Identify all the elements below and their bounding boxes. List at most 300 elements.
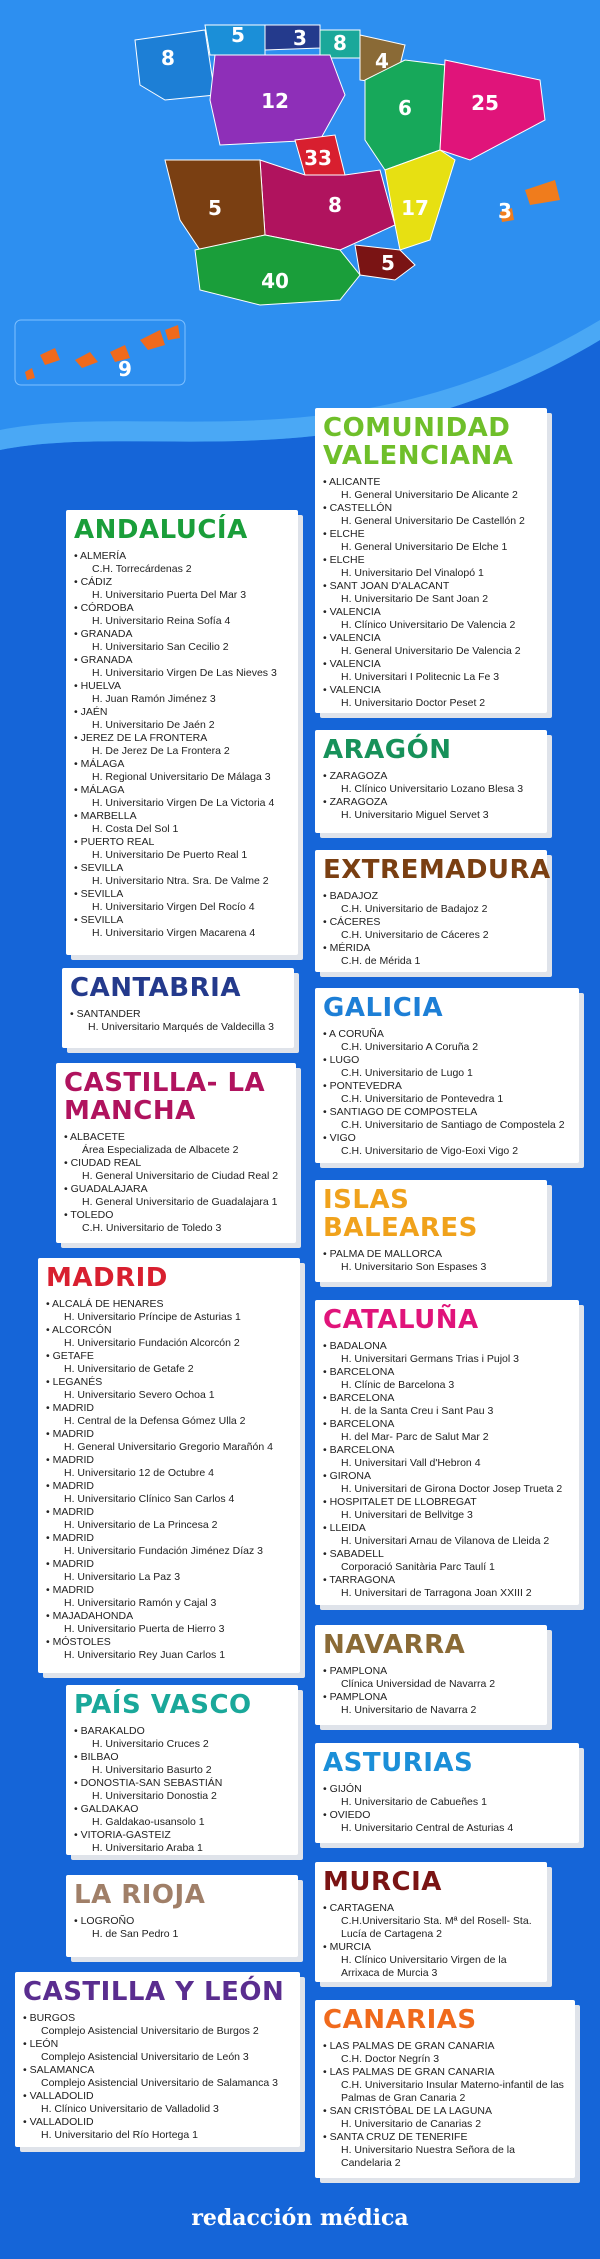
card-islas-baleares — [315, 1180, 547, 1282]
list-item — [323, 1444, 571, 1470]
hospital-name: H. Clínico Universitario de Valladolid 3 — [41, 2103, 219, 2115]
hospital-name: H. Universitario de Cabueñes 1 — [341, 1796, 487, 1808]
card-extremadura — [315, 850, 551, 972]
hospital-name: H. Universitari de Girona Doctor Josep Trueta 2 — [341, 1483, 563, 1495]
hospital-name: H. Universitari Arnau de Vilanova de Lleida 2 — [341, 1535, 550, 1547]
hospital-name: H. Universitario de La Princesa 2 — [64, 1519, 218, 1531]
list-item — [74, 888, 290, 914]
list-item — [74, 784, 290, 810]
map-region-baleares — [525, 180, 560, 205]
city-name: • BARCELONA — [323, 1366, 571, 1379]
list-item — [64, 1209, 288, 1235]
hospital-name: H. Universitario Fundación Alcorcón 2 — [64, 1337, 240, 1349]
city-name: • GRANADA — [74, 628, 290, 641]
hospital-name: H. Universitario Basurto 2 — [92, 1764, 212, 1776]
list-item — [323, 1418, 571, 1444]
hospital-name: C.H. Universitario de Pontevedra 1 — [341, 1093, 504, 1105]
city-name: • BILBAO — [74, 1751, 290, 1764]
hospital-name: H. Universitari I Politecnic La Fe 3 — [341, 671, 500, 683]
list-item — [323, 528, 539, 554]
city-name: • VALENCIA — [323, 658, 539, 671]
hospital-name: H. Universitari Germans Trias i Pujol 3 — [341, 1353, 519, 1365]
list-item — [323, 2040, 567, 2066]
hospital-name: H. Universitario San Cecilio 2 — [92, 641, 229, 653]
list-item — [323, 684, 539, 710]
city-name: • VALENCIA — [323, 606, 539, 619]
city-name: • SEVILLA — [74, 914, 290, 927]
city-name: • OVIEDO — [323, 1809, 571, 1822]
region-title: GALICIA — [323, 993, 444, 1023]
list-item — [323, 1248, 539, 1274]
hospital-name: H. Universitario Cruces 2 — [92, 1738, 209, 1750]
hospital-name: H. Galdakao-usansolo 1 — [92, 1816, 205, 1828]
card-comunidad-valenciana — [315, 408, 547, 713]
list-item — [46, 1324, 292, 1350]
list-item — [74, 628, 290, 654]
list-item — [23, 2064, 292, 2090]
hospital-name: H. Universitario De Puerto Real 1 — [92, 849, 248, 861]
hospital-name: H. Universitario Rey Juan Carlos 1 — [64, 1649, 226, 1661]
list-item — [46, 1558, 292, 1584]
list-item — [323, 1574, 571, 1600]
hospital-name: H. Universitario Fundación Jiménez Díaz 3 — [64, 1545, 263, 1557]
city-name: • PAMPLONA — [323, 1691, 539, 1704]
hospital-name: C.H. Doctor Negrín 3 — [341, 2053, 440, 2065]
city-name: • PONTEVEDRA — [323, 1080, 571, 1093]
city-name: • ZARAGOZA — [323, 770, 539, 783]
hospital-list — [323, 1665, 539, 1717]
hospital-list — [323, 1028, 571, 1158]
city-name: • LUGO — [323, 1054, 571, 1067]
list-item — [323, 1470, 571, 1496]
map-label-valencia: 17 — [401, 196, 429, 220]
city-name: • MADRID — [46, 1454, 292, 1467]
list-item — [323, 1809, 571, 1835]
hospital-list — [323, 1340, 571, 1600]
hospital-name: C.H. Universitario de Lugo 1 — [341, 1067, 473, 1079]
hospital-name: H. Universitario Virgen De La Victoria 4 — [92, 797, 275, 809]
list-item — [46, 1636, 292, 1662]
hospital-name: H. Universitario de Navarra 2 — [341, 1704, 477, 1716]
hospital-name: C.H. Universitario de Santiago de Compostela 2 — [341, 1119, 565, 1131]
hospital-name: H. Clínico Universitario De Valencia 2 — [341, 619, 516, 631]
hospital-name: H. Universitario Miguel Servet 3 — [341, 809, 489, 821]
hospital-name: C.H.Universitario Sta. Mª del Rosell- Sta. Lucía de Cartagena 2 — [341, 1915, 532, 1940]
city-name: • PAMPLONA — [323, 1665, 539, 1678]
list-item — [46, 1454, 292, 1480]
city-name: • MÓSTOLES — [46, 1636, 292, 1649]
hospital-name: C.H. de Mérida 1 — [341, 955, 421, 967]
region-title: ASTURIAS — [323, 1748, 474, 1778]
list-item — [46, 1428, 292, 1454]
city-name: • LOGROÑO — [74, 1915, 290, 1928]
list-item — [64, 1157, 288, 1183]
list-item — [74, 810, 290, 836]
list-item — [74, 914, 290, 940]
city-name: • SEVILLA — [74, 862, 290, 875]
list-item — [46, 1298, 292, 1324]
city-name: • MÁLAGA — [74, 784, 290, 797]
region-title: ISLAS BALEARES — [323, 1185, 478, 1243]
hospital-name: H. Universitario del Río Hortega 1 — [41, 2129, 198, 2141]
list-item — [74, 1915, 290, 1941]
city-name: • VALENCIA — [323, 632, 539, 645]
hospital-name: H. Universitario Ntra. Sra. De Valme 2 — [92, 875, 269, 887]
city-name: • MURCIA — [323, 1941, 539, 1954]
city-name: • GRANADA — [74, 654, 290, 667]
hospital-name: H. Central de la Defensa Gómez Ulla 2 — [64, 1415, 246, 1427]
list-item — [46, 1480, 292, 1506]
hospital-name: H. Universitario Marqués de Valdecilla 3 — [88, 1021, 274, 1033]
hospital-list — [323, 890, 539, 968]
hospital-name: H. Universitari de Bellvitge 3 — [341, 1509, 473, 1521]
hospital-name: H. General Universitario de Ciudad Real 2 — [82, 1170, 279, 1182]
map-label-castilla-mancha: 8 — [328, 193, 342, 217]
list-item — [323, 1548, 571, 1574]
hospital-name: Área Especializada de Albacete 2 — [82, 1144, 239, 1156]
hospital-name: H. de la Santa Creu i Sant Pau 3 — [341, 1405, 494, 1417]
hospital-name: H. De Jerez De La Frontera 2 — [92, 745, 230, 757]
map-label-canarias: 9 — [118, 357, 132, 381]
city-name: • PALMA DE MALLORCA — [323, 1248, 539, 1261]
hospital-list — [74, 1915, 290, 1941]
city-name: • BURGOS — [23, 2012, 292, 2025]
city-name: • VIGO — [323, 1132, 571, 1145]
list-item — [323, 1522, 571, 1548]
city-name: • BARCELONA — [323, 1444, 571, 1457]
hospital-name: C.H. Universitario de Vigo-Eoxi Vigo 2 — [341, 1145, 519, 1157]
city-name: • ALICANTE — [323, 476, 539, 489]
list-item — [74, 732, 290, 758]
list-item — [323, 606, 539, 632]
hospital-name: Clínica Universidad de Navarra 2 — [341, 1678, 496, 1690]
region-title: COMUNIDAD VALENCIANA — [323, 413, 514, 471]
city-name: • LAS PALMAS DE GRAN CANARIA — [323, 2040, 567, 2053]
list-item — [46, 1532, 292, 1558]
hospital-name: H. General Universitario Gregorio Marañón 4 — [64, 1441, 273, 1453]
list-item — [64, 1131, 288, 1157]
city-name: • MADRID — [46, 1402, 292, 1415]
hospital-list — [46, 1298, 292, 1662]
region-title: CANARIAS — [323, 2005, 477, 2035]
city-name: • LLEIDA — [323, 1522, 571, 1535]
hospital-name: H. del Mar- Parc de Salut Mar 2 — [341, 1431, 489, 1443]
hospital-name: H. Clínic de Barcelona 3 — [341, 1379, 455, 1391]
map-label-madrid: 33 — [304, 146, 332, 170]
list-item — [74, 862, 290, 888]
list-item — [323, 2131, 567, 2170]
card-pais-vasco — [66, 1685, 298, 1855]
hospital-name: H. Universitario Donostia 2 — [92, 1790, 217, 1802]
map-region-galicia — [135, 30, 215, 100]
hospital-name: H. General Universitario de Guadalajara 1 — [82, 1196, 278, 1208]
hospital-name: H. de San Pedro 1 — [92, 1928, 179, 1940]
hospital-name: H. Universitari Vall d'Hebron 4 — [341, 1457, 481, 1469]
list-item — [74, 1725, 290, 1751]
hospital-list — [323, 1248, 539, 1274]
map-label-cataluna: 25 — [471, 91, 499, 115]
city-name: • MADRID — [46, 1480, 292, 1493]
hospital-list — [74, 550, 290, 940]
city-name: • MADRID — [46, 1428, 292, 1441]
hospital-name: H. General Universitario De Valencia 2 — [341, 645, 521, 657]
hospital-name: H. Universitario Central de Asturias 4 — [341, 1822, 514, 1834]
card-aragon — [315, 730, 547, 833]
list-item — [323, 632, 539, 658]
list-item — [74, 680, 290, 706]
card-castilla-y-leon — [15, 1972, 300, 2147]
hospital-name: Corporació Sanitària Parc Taulí 1 — [341, 1561, 495, 1573]
city-name: • ALCORCÓN — [46, 1324, 292, 1337]
hospital-list — [323, 1902, 539, 1980]
city-name: • TARRAGONA — [323, 1574, 571, 1587]
city-name: • HUELVA — [74, 680, 290, 693]
list-item — [74, 602, 290, 628]
list-item — [323, 2105, 567, 2131]
card-cataluna — [315, 1300, 579, 1605]
hospital-name: H. Universitario Virgen De Las Nieves 3 — [92, 667, 277, 679]
city-name: • MARBELLA — [74, 810, 290, 823]
city-name: • DONOSTIA-SAN SEBASTIÁN — [74, 1777, 290, 1790]
hospital-name: H. Universitari de Tarragona Joan XXIII 2 — [341, 1587, 532, 1599]
list-item — [23, 2038, 292, 2064]
list-item — [323, 1132, 571, 1158]
card-asturias — [315, 1743, 579, 1843]
map-region-canarias — [25, 325, 180, 380]
hospital-name: H. Universitario Clínico San Carlos 4 — [64, 1493, 235, 1505]
hospital-name: H. Universitario La Paz 3 — [64, 1571, 181, 1583]
map-label-extremadura: 5 — [208, 196, 222, 220]
region-title: ANDALUCÍA — [74, 515, 248, 545]
city-name: • CÁDIZ — [74, 576, 290, 589]
list-item — [46, 1584, 292, 1610]
list-item — [323, 1366, 571, 1392]
region-title: PAÍS VASCO — [74, 1690, 252, 1720]
card-andalucia — [66, 510, 298, 955]
card-castilla-la-mancha — [56, 1063, 296, 1243]
list-item — [74, 758, 290, 784]
list-item — [323, 1941, 539, 1980]
list-item — [323, 1783, 571, 1809]
map-label-navarra: 4 — [375, 49, 389, 73]
hospital-name: H. Juan Ramón Jiménez 3 — [92, 693, 216, 705]
city-name: • MADRID — [46, 1506, 292, 1519]
hospital-name: C.H. Universitario A Coruña 2 — [341, 1041, 479, 1053]
hospital-name: C.H. Universitario Insular Materno-infantil de las Palmas de Gran Canaria 2 — [341, 2079, 564, 2104]
list-item — [74, 576, 290, 602]
card-la-rioja — [66, 1875, 298, 1957]
map-label-pais-vasco: 8 — [333, 31, 347, 55]
hospital-name: H. Universitario Del Vinalopó 1 — [341, 567, 484, 579]
city-name: • BARCELONA — [323, 1392, 571, 1405]
hospital-list — [323, 770, 539, 822]
hospital-name: H. Universitario de Canarias 2 — [341, 2118, 482, 2130]
list-item — [323, 1691, 539, 1717]
list-item — [323, 658, 539, 684]
hospital-name: H. Universitario Nuestra Señora de la Candelaria 2 — [341, 2144, 515, 2169]
city-name: • BARCELONA — [323, 1418, 571, 1431]
hospital-name: H. Regional Universitario De Málaga 3 — [92, 771, 271, 783]
card-madrid — [38, 1258, 300, 1673]
list-item — [323, 890, 539, 916]
hospital-name: Complejo Asistencial Universitario de Burgos 2 — [41, 2025, 259, 2037]
hospital-name: H. Universitario Araba 1 — [92, 1842, 203, 1854]
city-name: • ALBACETE — [64, 1131, 288, 1144]
card-cantabria — [62, 968, 294, 1048]
hospital-name: H. Universitario 12 de Octubre 4 — [64, 1467, 214, 1479]
hospital-name: H. Universitario Virgen Macarena 4 — [92, 927, 256, 939]
city-name: • LEGANÉS — [46, 1376, 292, 1389]
list-item — [323, 1392, 571, 1418]
hospital-name: Complejo Asistencial Universitario de León 3 — [41, 2051, 249, 2063]
city-name: • SANTIAGO DE COMPOSTELA — [323, 1106, 571, 1119]
list-item — [23, 2090, 292, 2116]
canarias-inset — [15, 320, 185, 385]
city-name: • ELCHE — [323, 554, 539, 567]
list-item — [74, 550, 290, 576]
hospital-list — [323, 1783, 571, 1835]
city-name: • TOLEDO — [64, 1209, 288, 1222]
list-item — [46, 1376, 292, 1402]
hospital-list — [74, 1725, 290, 1855]
city-name: • SAN CRISTÓBAL DE LA LAGUNA — [323, 2105, 567, 2118]
city-name: • MADRID — [46, 1558, 292, 1571]
city-name: • BADALONA — [323, 1340, 571, 1353]
city-name: • MÉRIDA — [323, 942, 539, 955]
region-title: CASTILLA- LA MANCHA — [64, 1068, 266, 1126]
hospital-name: C.H. Torrecárdenas 2 — [92, 563, 192, 575]
hospital-list — [23, 2012, 292, 2142]
region-title: MURCIA — [323, 1867, 442, 1897]
city-name: • SANT JOAN D'ALACANT — [323, 580, 539, 593]
city-name: • SEVILLA — [74, 888, 290, 901]
card-navarra — [315, 1625, 547, 1725]
city-name: • SANTANDER — [70, 1008, 286, 1021]
city-name: • GIRONA — [323, 1470, 571, 1483]
list-item — [323, 796, 539, 822]
list-item — [323, 580, 539, 606]
list-item — [323, 1028, 571, 1054]
city-name: • MADRID — [46, 1532, 292, 1545]
spain-map — [0, 0, 600, 420]
hospital-name: H. General Universitario De Castellón 2 — [341, 515, 525, 527]
list-item — [323, 1340, 571, 1366]
city-name: • GIJÓN — [323, 1783, 571, 1796]
hospital-name: C.H. Universitario de Badajoz 2 — [341, 903, 488, 915]
city-name: • SANTA CRUZ DE TENERIFE — [323, 2131, 567, 2144]
city-name: • GALDAKAO — [74, 1803, 290, 1816]
city-name: • JAÉN — [74, 706, 290, 719]
list-item — [323, 1665, 539, 1691]
hospital-list — [323, 476, 539, 710]
city-name: • MAJADAHONDA — [46, 1610, 292, 1623]
hospital-name: H. Costa Del Sol 1 — [92, 823, 179, 835]
list-item — [46, 1506, 292, 1532]
city-name: • VITORIA-GASTEIZ — [74, 1829, 290, 1842]
hospital-name: H. Universitario Son Espases 3 — [341, 1261, 487, 1273]
city-name: • ALCALÁ DE HENARES — [46, 1298, 292, 1311]
card-murcia — [315, 1862, 547, 1982]
hospital-name: H. Universitario Severo Ochoa 1 — [64, 1389, 215, 1401]
list-item — [23, 2116, 292, 2142]
hospital-name: H. Universitario Puerta Del Mar 3 — [92, 589, 247, 601]
list-item — [74, 1751, 290, 1777]
map-label-galicia: 8 — [161, 46, 175, 70]
list-item — [323, 1054, 571, 1080]
hospital-name: H. Universitario de Getafe 2 — [64, 1363, 194, 1375]
map-label-cantabria: 3 — [293, 26, 307, 50]
list-item — [323, 942, 539, 968]
city-name: • VALENCIA — [323, 684, 539, 697]
city-name: • CÓRDOBA — [74, 602, 290, 615]
hospital-name: H. Universitario Reina Sofía 4 — [92, 615, 231, 627]
list-item — [23, 2012, 292, 2038]
list-item — [323, 502, 539, 528]
city-name: • VALLADOLID — [23, 2116, 292, 2129]
map-label-baleares: 3 — [498, 199, 512, 223]
hospital-name: C.H. Universitario de Toledo 3 — [82, 1222, 222, 1234]
map-label-aragon: 6 — [398, 96, 412, 120]
list-item — [323, 916, 539, 942]
list-item — [323, 1106, 571, 1132]
city-name: • BARAKALDO — [74, 1725, 290, 1738]
city-name: • CIUDAD REAL — [64, 1157, 288, 1170]
list-item — [323, 554, 539, 580]
list-item — [46, 1350, 292, 1376]
list-item — [74, 654, 290, 680]
region-title: EXTREMADURA — [323, 855, 551, 885]
city-name: • SABADELL — [323, 1548, 571, 1561]
region-title: CANTABRIA — [70, 973, 241, 1003]
city-name: • CASTELLÓN — [323, 502, 539, 515]
map-label-andalucia: 40 — [261, 269, 289, 293]
city-name: • CARTAGENA — [323, 1902, 539, 1915]
region-title: ARAGÓN — [323, 735, 452, 765]
city-name: • SALAMANCA — [23, 2064, 292, 2077]
list-item — [323, 476, 539, 502]
city-name: • GETAFE — [46, 1350, 292, 1363]
list-item — [74, 1829, 290, 1855]
city-name: • HOSPITALET DE LLOBREGAT — [323, 1496, 571, 1509]
list-item — [323, 1080, 571, 1106]
city-name: • BADAJOZ — [323, 890, 539, 903]
list-item — [74, 836, 290, 862]
city-name: • LAS PALMAS DE GRAN CANARIA — [323, 2066, 567, 2079]
region-title: CASTILLA Y LEÓN — [23, 1977, 285, 2007]
list-item — [70, 1008, 286, 1034]
list-item — [74, 1803, 290, 1829]
city-name: • VALLADOLID — [23, 2090, 292, 2103]
city-name: • MÁLAGA — [74, 758, 290, 771]
city-name: • ALMERÍA — [74, 550, 290, 563]
hospital-name: H. Universitario Virgen Del Rocío 4 — [92, 901, 255, 913]
region-title: NAVARRA — [323, 1630, 466, 1660]
card-galicia — [315, 988, 579, 1163]
map-label-asturias: 5 — [231, 23, 245, 47]
hospital-name: H. Universitario Doctor Peset 2 — [341, 697, 486, 709]
list-item — [46, 1610, 292, 1636]
hospital-name: H. General Universitario De Alicante 2 — [341, 489, 518, 501]
list-item — [46, 1402, 292, 1428]
list-item — [323, 2066, 567, 2105]
hospital-name: H. Clínico Universitario Lozano Blesa 3 — [341, 783, 524, 795]
list-item — [64, 1183, 288, 1209]
city-name: • ZARAGOZA — [323, 796, 539, 809]
region-title: LA RIOJA — [74, 1880, 206, 1910]
city-name: • MADRID — [46, 1584, 292, 1597]
list-item — [74, 1777, 290, 1803]
hospital-name: H. Universitario Puerta de Hierro 3 — [64, 1623, 225, 1635]
